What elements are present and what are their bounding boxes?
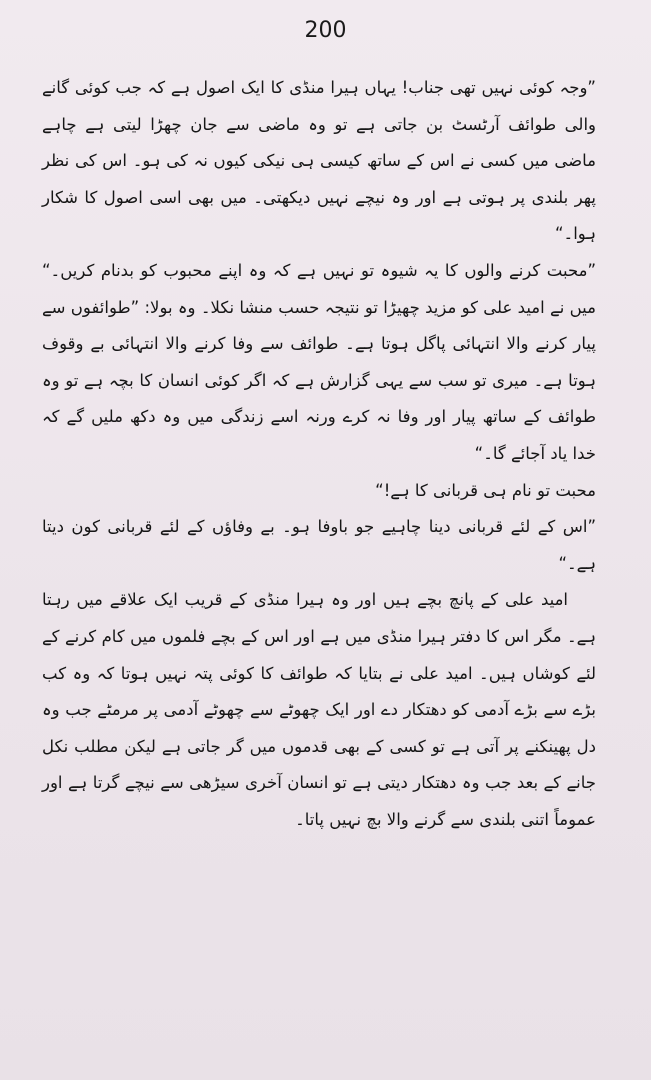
body-text [42,70,596,838]
paragraph: امید علی کے پانچ بچے ہیں اور وہ ہیرا منڈی کے قریب ایک علاقے میں رہتا ہے۔ مگر اس کا دفتر ہیرا منڈی میں ہے اور اس کے بچے فلموں میں کام کرنے کے لئے کوشاں ہیں۔ امید علی نے بتایا کہ طوائف کا کوئی پتہ نہیں ہوتا کہ وہ کب بڑے سے بڑے آدمی کو دھتکار دے اور ایک چھوٹے سے چھوٹے آدمی پر مرمٹے جب وہ دل پھینکنے پر آتی ہے تو کسی کے بھی قدموں میں گر جاتی ہے لیکن مطلب نکل جانے کے بعد جب وہ دھتکار دیتی ہے تو انسان آخری سیڑھی سے نیچے گرتا ہے اور عموماً اتنی بلندی سے گرنے والا بچ نہیں پاتا۔ [42,590,596,829]
paragraph: ”محبت کرنے والوں کا یہ شیوہ تو نہیں ہے کہ وہ اپنے محبوب کو بدنام کریں۔“ میں نے امید علی کو مزید چھیڑا تو نتیجہ حسب منشا نکلا۔ وہ بولا: ”طوائفوں سے پیار کرنے والا انتہائی پاگل ہوتا ہے۔ طوائف سے وفا کرنے والا انتہائی بے وقوف ہوتا ہے۔ میری تو سب سے یہی گزارش ہے کہ اگر کوئی انسان کا بچہ ہے تو وہ طوائف کے ساتھ پیار اور وفا نہ کرے ورنہ اسے زندگی میں وہ دکھ ملیں گے کہ خدا یاد آجائے گا۔“ [42,260,596,463]
paragraph: ”اس کے لئے قربانی دینا چاہیے جو باوفا ہو۔ بے وفاؤں کے لئے قربانی کون دیتا ہے۔“ [42,517,596,573]
paragraph: ”وجہ کوئی نہیں تھی جناب! یہاں ہیرا منڈی کا ایک اصول ہے کہ جب کوئی گانے والی طوائف آرٹسٹ بن جاتی ہے تو وہ ماضی سے جان چھڑا لیتی ہے چاہے ماضی میں کسی نے اس کے ساتھ کیسی ہی نیکی کیوں نہ کی ہو۔ اس کی نظر پھر بلندی پر ہوتی ہے اور وہ نیچے نہیں دیکھتی۔ میں بھی اسی اصول کا شکار ہوا۔“ [42,78,596,244]
page-number: 200 [304,18,347,43]
paragraph: محبت تو نام ہی قربانی کا ہے!“ [375,480,596,500]
